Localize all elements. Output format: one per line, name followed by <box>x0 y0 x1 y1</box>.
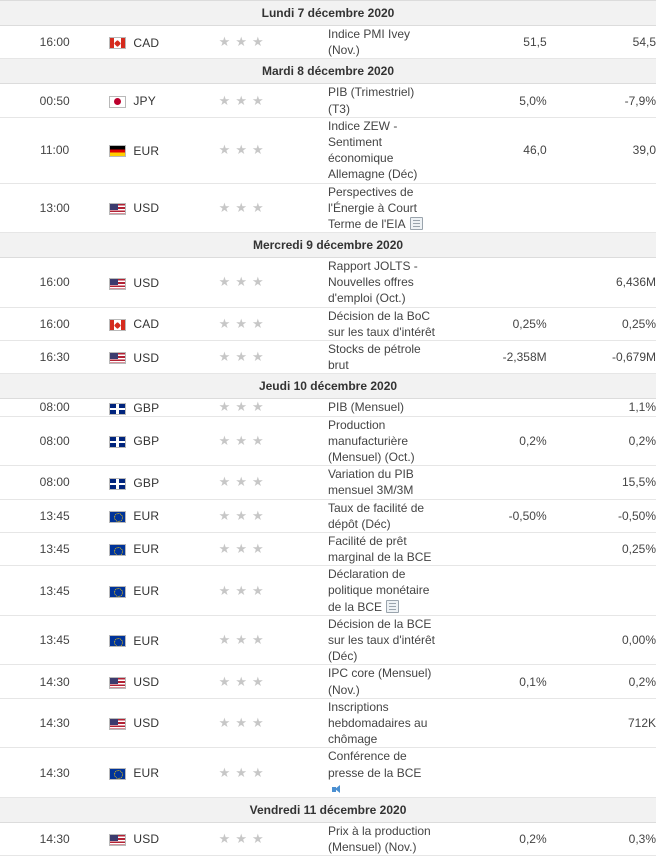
flag-icon-cad <box>109 36 126 50</box>
importance-cell <box>219 183 328 233</box>
currency-cell <box>109 748 218 798</box>
day-header-label: Jeudi 10 décembre 2020 <box>0 374 656 399</box>
star-icon: ★ <box>218 831 231 847</box>
flag-icon-gbp <box>109 401 126 415</box>
event-cell[interactable] <box>328 665 437 698</box>
currency-cell <box>109 822 218 855</box>
importance-cell <box>219 566 328 616</box>
forecast-value: 39,0 <box>547 117 656 183</box>
calendar-body <box>0 1 656 856</box>
event-cell[interactable] <box>328 117 437 183</box>
event-name: Taux de facilité de dépôt (Déc) <box>327 500 425 531</box>
currency-code: USD <box>133 275 160 290</box>
event-time: 08:00 <box>0 466 109 499</box>
star-icon: ★ <box>218 349 231 365</box>
importance-cell <box>219 499 328 532</box>
event-time: 14:30 <box>0 748 109 798</box>
event-cell[interactable] <box>328 416 437 466</box>
actual-value: 0,1% <box>437 665 546 698</box>
star-icon: ★ <box>218 199 231 215</box>
actual-value: -2,358M <box>437 341 546 374</box>
flag-icon-cad <box>109 317 126 331</box>
forecast-value: 0,25% <box>547 532 656 565</box>
flag-icon-de <box>109 144 126 158</box>
flag-icon-usd <box>109 201 126 215</box>
event-name: Indice PMI Ivey (Nov.) <box>327 27 411 58</box>
forecast-value: -7,9% <box>547 84 656 117</box>
day-header-row <box>0 374 656 399</box>
star-icon: ★ <box>251 432 264 448</box>
star-icon: ★ <box>218 715 231 731</box>
currency-code: USD <box>133 674 160 689</box>
flag-icon-eur <box>109 634 126 648</box>
day-header-row <box>0 1 656 26</box>
currency-code: EUR <box>133 542 160 557</box>
table-row[interactable] <box>0 258 656 308</box>
currency-cell <box>109 566 218 616</box>
importance-stars <box>219 317 269 331</box>
event-time: 08:00 <box>0 399 109 416</box>
star-icon: ★ <box>251 92 264 108</box>
forecast-value <box>547 748 656 798</box>
currency-cell <box>109 466 218 499</box>
day-header-label: Vendredi 11 décembre 2020 <box>0 797 656 822</box>
event-cell[interactable] <box>328 258 437 308</box>
importance-stars <box>219 832 269 846</box>
currency-cell <box>109 117 218 183</box>
forecast-value: 15,5% <box>547 466 656 499</box>
star-icon: ★ <box>251 315 264 331</box>
forecast-value: 0,2% <box>547 416 656 466</box>
event-cell[interactable] <box>328 307 437 340</box>
forecast-value: 1,1% <box>547 399 656 416</box>
event-cell[interactable] <box>328 466 437 499</box>
star-icon: ★ <box>218 673 231 689</box>
currency-cell <box>109 532 218 565</box>
table-row[interactable] <box>0 26 656 59</box>
star-icon: ★ <box>251 632 264 648</box>
forecast-value <box>547 566 656 616</box>
event-name: Conférence de presse de la BCE <box>327 749 422 780</box>
currency-cell <box>109 26 218 59</box>
star-icon: ★ <box>218 399 231 415</box>
event-time: 16:00 <box>0 258 109 308</box>
actual-value <box>437 183 546 233</box>
table-row[interactable] <box>0 566 656 616</box>
event-name: Stocks de pétrole brut <box>327 342 421 373</box>
event-cell[interactable] <box>328 748 437 798</box>
star-icon: ★ <box>251 399 264 415</box>
importance-stars <box>219 584 269 598</box>
event-name: Rapport JOLTS - Nouvelles offres d'emploi (Oct.) <box>327 259 418 306</box>
currency-cell <box>109 84 218 117</box>
actual-value <box>437 566 546 616</box>
star-icon: ★ <box>218 274 231 290</box>
document-icon[interactable] <box>410 217 423 230</box>
star-icon: ★ <box>251 34 264 50</box>
actual-value <box>437 399 546 416</box>
importance-cell <box>219 698 328 748</box>
flag-icon-usd <box>109 716 126 730</box>
star-icon: ★ <box>218 507 231 523</box>
event-cell[interactable] <box>328 566 437 616</box>
currency-code: GBP <box>133 475 160 490</box>
event-name: Production manufacturière (Mensuel) (Oct.) <box>327 417 415 464</box>
star-icon: ★ <box>235 432 247 448</box>
star-icon: ★ <box>218 34 231 50</box>
star-icon: ★ <box>235 632 247 648</box>
flag-icon-eur <box>109 766 126 780</box>
event-time: 00:50 <box>0 84 109 117</box>
currency-code: EUR <box>133 583 160 598</box>
event-name: PIB (Trimestriel) (T3) <box>327 85 415 116</box>
event-name: Perspectives de l'Énergie à Court Terme de l'EIA <box>327 184 417 231</box>
event-name: PIB (Mensuel) <box>327 400 405 415</box>
star-icon: ★ <box>218 142 231 158</box>
forecast-value: 0,25% <box>547 307 656 340</box>
event-time: 14:30 <box>0 665 109 698</box>
event-name: Inscriptions hebdomadaires au chômage <box>327 699 428 747</box>
actual-value <box>437 466 546 499</box>
importance-stars <box>219 675 269 689</box>
day-header-label: Mercredi 9 décembre 2020 <box>0 233 656 258</box>
importance-cell <box>219 341 328 374</box>
day-header-label: Lundi 7 décembre 2020 <box>0 1 656 26</box>
actual-value: 5,0% <box>437 84 546 117</box>
importance-cell <box>219 532 328 565</box>
flag-icon-usd <box>109 675 126 689</box>
actual-value: 46,0 <box>437 117 546 183</box>
table-row[interactable] <box>0 307 656 340</box>
importance-cell <box>219 665 328 698</box>
star-icon: ★ <box>218 92 231 108</box>
star-icon: ★ <box>235 673 247 689</box>
event-time: 08:00 <box>0 416 109 466</box>
importance-cell <box>219 822 328 855</box>
importance-stars <box>219 35 269 49</box>
forecast-value: 0,00% <box>547 615 656 665</box>
event-time: 16:30 <box>0 341 109 374</box>
star-icon: ★ <box>235 399 247 415</box>
event-time: 13:45 <box>0 566 109 616</box>
importance-cell <box>219 84 328 117</box>
star-icon: ★ <box>251 673 264 689</box>
star-icon: ★ <box>235 315 247 331</box>
event-name: Décision de la BCE sur les taux d'intérêt (Déc) <box>327 616 435 664</box>
day-header-row <box>0 59 656 84</box>
star-icon: ★ <box>235 34 247 50</box>
star-icon: ★ <box>235 349 247 365</box>
table-row[interactable] <box>0 84 656 117</box>
forecast-value: -0,50% <box>547 499 656 532</box>
currency-cell <box>109 341 218 374</box>
currency-code: USD <box>133 716 160 731</box>
event-name: Indice ZEW - Sentiment économique Allemagne (Déc) <box>327 118 418 182</box>
importance-stars <box>219 716 269 730</box>
event-time: 13:45 <box>0 615 109 665</box>
importance-cell <box>219 307 328 340</box>
currency-cell <box>109 183 218 233</box>
currency-code: EUR <box>133 766 160 780</box>
event-name: Prix à la production (Mensuel) (Nov.) <box>327 823 431 855</box>
importance-stars <box>219 434 269 448</box>
star-icon: ★ <box>235 507 247 523</box>
table-row[interactable] <box>0 499 656 532</box>
event-name: Variation du PIB mensuel 3M/3M <box>327 467 414 498</box>
actual-value: 0,2% <box>437 416 546 466</box>
star-icon: ★ <box>251 199 264 215</box>
event-cell[interactable] <box>328 84 437 117</box>
actual-value <box>437 748 546 798</box>
forecast-value <box>547 183 656 233</box>
flag-icon-jpy <box>109 94 126 108</box>
actual-value <box>437 615 546 665</box>
table-row[interactable] <box>0 532 656 565</box>
table-row[interactable] <box>0 748 656 798</box>
event-cell[interactable] <box>328 183 437 233</box>
event-name: Facilité de prêt marginal de la BCE <box>327 533 432 565</box>
importance-stars <box>219 400 269 414</box>
importance-cell <box>219 466 328 499</box>
flag-icon-eur <box>109 584 126 598</box>
event-cell[interactable] <box>328 399 437 416</box>
table-row[interactable] <box>0 399 656 416</box>
importance-stars <box>219 143 269 157</box>
star-icon: ★ <box>251 582 264 598</box>
star-icon: ★ <box>218 632 231 648</box>
event-name: Déclaration de politique monétaire de la BCE <box>327 567 430 614</box>
flag-icon-usd <box>109 351 126 365</box>
actual-value <box>437 698 546 748</box>
day-header-row <box>0 233 656 258</box>
importance-stars <box>219 275 269 289</box>
importance-stars <box>219 633 269 647</box>
event-cell[interactable] <box>328 822 437 855</box>
table-row[interactable] <box>0 822 656 855</box>
currency-code: USD <box>133 201 160 216</box>
star-icon: ★ <box>235 831 247 847</box>
actual-value <box>437 532 546 565</box>
currency-code: EUR <box>133 509 160 524</box>
event-cell[interactable] <box>328 532 437 565</box>
importance-cell <box>219 748 328 798</box>
star-icon: ★ <box>235 92 247 108</box>
table-row[interactable] <box>0 615 656 665</box>
importance-cell <box>219 416 328 466</box>
flag-icon-eur <box>109 542 126 556</box>
star-icon: ★ <box>218 764 231 780</box>
event-cell[interactable] <box>328 26 437 59</box>
event-time: 16:00 <box>0 26 109 59</box>
currency-code: EUR <box>133 633 160 648</box>
currency-code: EUR <box>133 143 160 158</box>
actual-value: 0,2% <box>437 822 546 855</box>
star-icon: ★ <box>251 474 264 490</box>
event-time: 14:30 <box>0 822 109 855</box>
importance-stars <box>219 509 269 523</box>
event-cell[interactable] <box>328 698 437 748</box>
importance-stars <box>219 350 269 364</box>
currency-cell <box>109 698 218 748</box>
event-time: 13:45 <box>0 499 109 532</box>
star-icon: ★ <box>218 541 231 557</box>
event-name: Décision de la BoC sur les taux d'intérêt <box>327 308 435 339</box>
importance-stars <box>219 542 269 556</box>
forecast-value: 54,5 <box>547 26 656 59</box>
star-icon: ★ <box>235 199 247 215</box>
actual-value: 51,5 <box>437 26 546 59</box>
currency-cell <box>109 665 218 698</box>
star-icon: ★ <box>251 764 264 780</box>
table-row[interactable] <box>0 466 656 499</box>
currency-code: GBP <box>133 400 160 415</box>
event-time: 11:00 <box>0 117 109 183</box>
flag-icon-gbp <box>109 476 126 490</box>
flag-icon-usd <box>109 276 126 290</box>
event-time: 13:45 <box>0 532 109 565</box>
forecast-value: 712K <box>547 698 656 748</box>
forecast-value: -0,679M <box>547 341 656 374</box>
event-time: 16:00 <box>0 307 109 340</box>
star-icon: ★ <box>235 274 247 290</box>
actual-value: 0,25% <box>437 307 546 340</box>
star-icon: ★ <box>251 507 264 523</box>
importance-stars <box>219 201 269 215</box>
importance-cell <box>219 399 328 416</box>
currency-cell <box>109 399 218 416</box>
star-icon: ★ <box>251 349 264 365</box>
event-time: 14:30 <box>0 698 109 748</box>
star-icon: ★ <box>251 831 264 847</box>
currency-code: GBP <box>133 434 160 449</box>
actual-value: -0,50% <box>437 499 546 532</box>
day-header-label: Mardi 8 décembre 2020 <box>0 59 656 84</box>
currency-code: USD <box>133 350 160 365</box>
actual-value <box>437 258 546 308</box>
importance-stars <box>219 766 269 780</box>
star-icon: ★ <box>251 541 264 557</box>
table-row[interactable] <box>0 183 656 233</box>
importance-cell <box>219 26 328 59</box>
table-row[interactable] <box>0 416 656 466</box>
event-cell[interactable] <box>328 615 437 665</box>
currency-code: CAD <box>133 35 160 50</box>
star-icon: ★ <box>218 315 231 331</box>
flag-icon-usd <box>109 832 126 846</box>
currency-cell <box>109 416 218 466</box>
importance-cell <box>219 117 328 183</box>
star-icon: ★ <box>235 582 247 598</box>
star-icon: ★ <box>251 274 264 290</box>
star-icon: ★ <box>235 474 247 490</box>
table-row[interactable] <box>0 117 656 183</box>
currency-code: USD <box>133 832 160 847</box>
event-time: 13:00 <box>0 183 109 233</box>
currency-cell <box>109 258 218 308</box>
table-row[interactable] <box>0 698 656 748</box>
event-name: IPC core (Mensuel) (Nov.) <box>327 666 432 697</box>
document-icon[interactable] <box>386 600 399 613</box>
currency-cell <box>109 615 218 665</box>
importance-cell <box>219 258 328 308</box>
forecast-value: 0,3% <box>547 822 656 855</box>
importance-cell <box>219 615 328 665</box>
star-icon: ★ <box>235 715 247 731</box>
star-icon: ★ <box>251 715 264 731</box>
table-row[interactable] <box>0 665 656 698</box>
speaker-icon[interactable] <box>332 784 344 795</box>
flag-icon-gbp <box>109 434 126 448</box>
currency-code: JPY <box>133 93 156 108</box>
star-icon: ★ <box>218 582 231 598</box>
currency-cell <box>109 499 218 532</box>
star-icon: ★ <box>235 764 247 780</box>
star-icon: ★ <box>235 142 247 158</box>
star-icon: ★ <box>218 432 231 448</box>
importance-stars <box>219 475 269 489</box>
currency-code: CAD <box>133 317 160 332</box>
star-icon: ★ <box>235 541 247 557</box>
event-cell[interactable] <box>328 499 437 532</box>
flag-icon-eur <box>109 509 126 523</box>
forecast-value: 0,2% <box>547 665 656 698</box>
importance-stars <box>219 94 269 108</box>
star-icon: ★ <box>218 474 231 490</box>
forecast-value: 6,436M <box>547 258 656 308</box>
table-row[interactable] <box>0 341 656 374</box>
day-header-row <box>0 797 656 822</box>
event-cell[interactable] <box>328 341 437 374</box>
currency-cell <box>109 307 218 340</box>
star-icon: ★ <box>251 142 264 158</box>
